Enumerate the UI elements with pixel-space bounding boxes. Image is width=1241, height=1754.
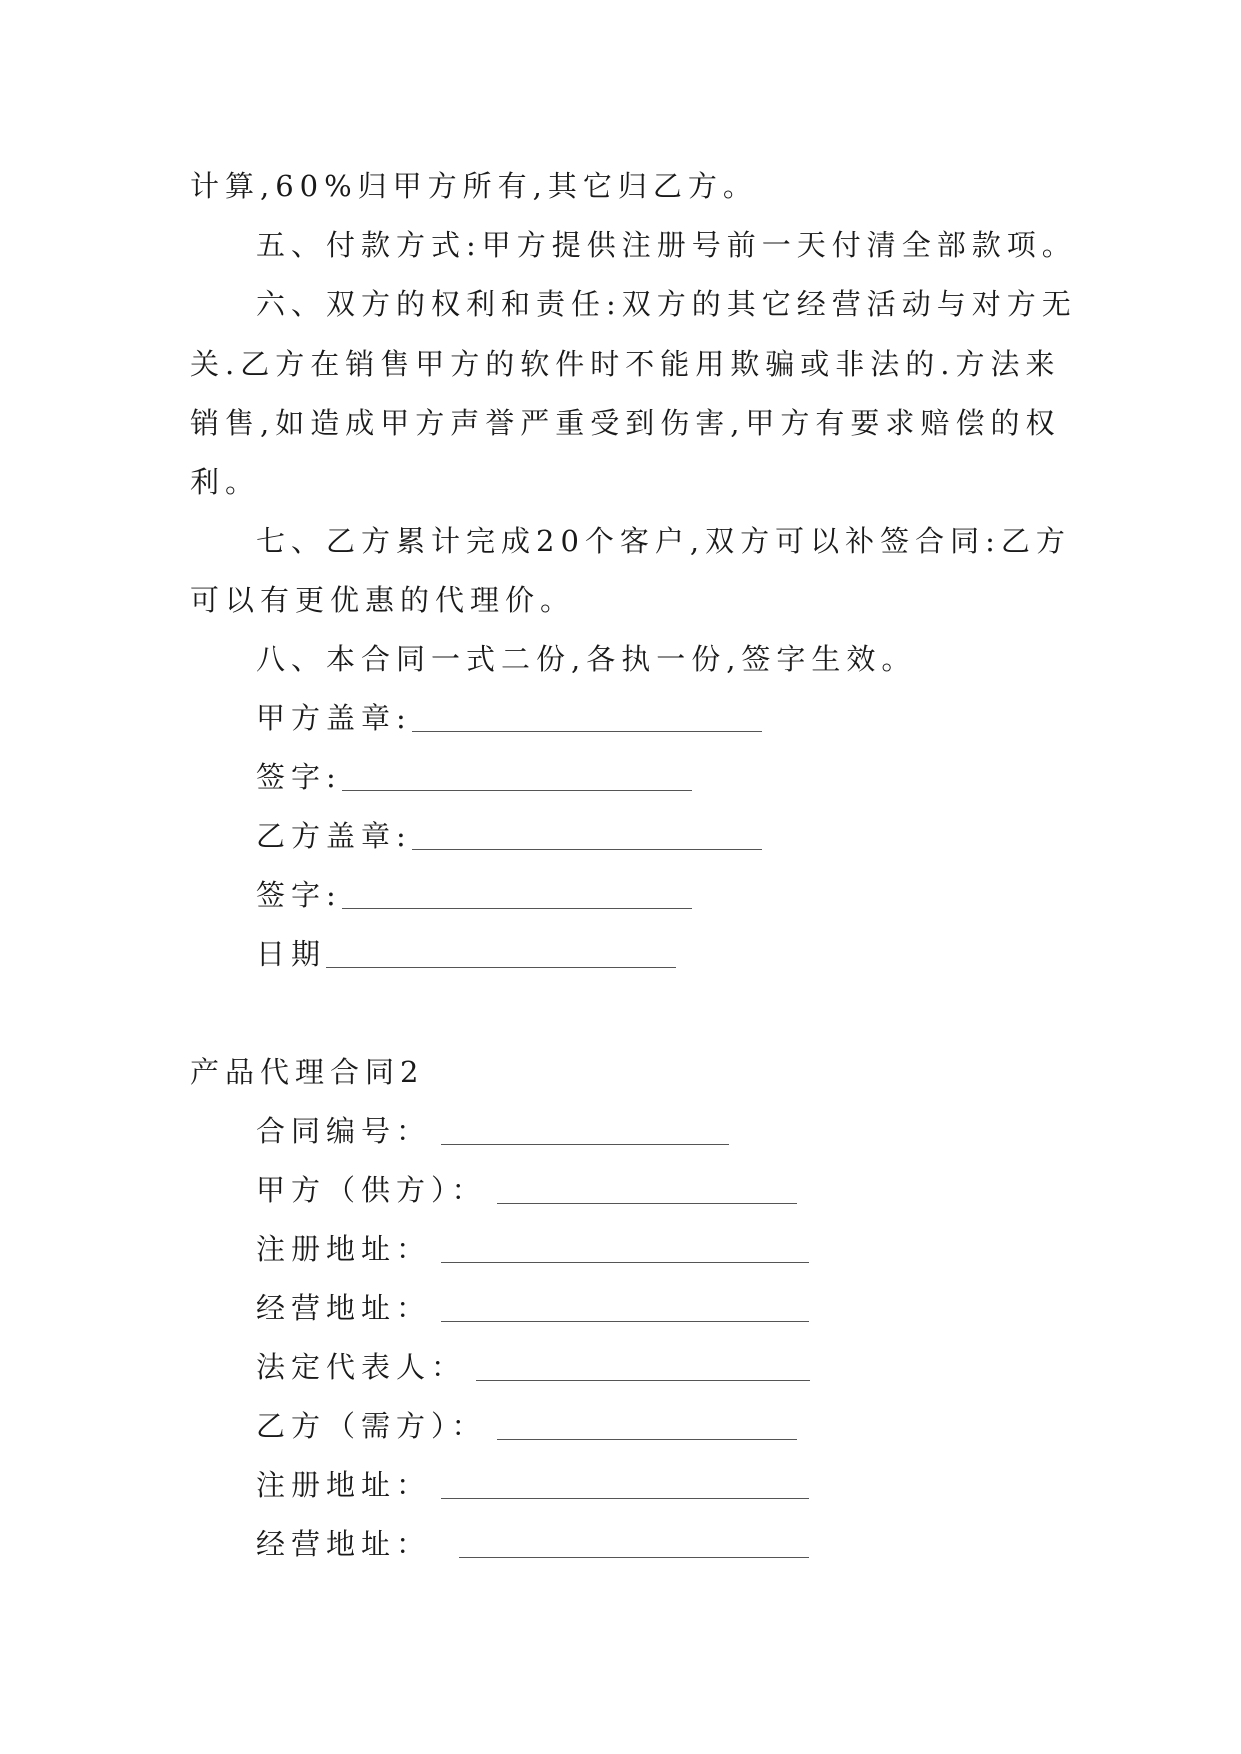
party-b-seal-label: 乙方盖章:	[256, 819, 412, 853]
party-b-buyer-blank	[497, 1439, 797, 1440]
clause-text-line: 利。	[190, 465, 261, 499]
party-b-business-address-field	[256, 1524, 809, 1564]
contract-number-field	[256, 1111, 729, 1151]
party-b-buyer-field	[256, 1406, 797, 1446]
date-field	[256, 934, 676, 974]
party-a-supplier-field	[256, 1170, 797, 1210]
party-a-registered-address-field	[256, 1229, 809, 1269]
party-b-business-address-blank	[459, 1557, 809, 1558]
clause-text-line: 计算,60%归甲方所有,其它归乙方。	[190, 169, 758, 203]
party-b-registered-address-blank	[441, 1498, 809, 1499]
clause-supplementary-contract: 七、乙方累计完成20个客户,双方可以补签合同:乙方	[256, 524, 1071, 558]
party-b-seal-field	[256, 816, 762, 856]
clause-text-line: 可以有更优惠的代理价。	[190, 583, 576, 617]
date-label: 日期	[256, 937, 327, 971]
clause-copies: 八、本合同一式二份,各执一份,签字生效。	[256, 642, 917, 676]
contract-2-title: 产品代理合同2	[190, 1055, 425, 1089]
clause-text-line: 关.乙方在销售甲方的软件时不能用欺骗或非法的.方法来	[190, 347, 1061, 381]
party-a-signature-field	[256, 757, 692, 797]
party-b-signature-field	[256, 875, 692, 915]
party-a-registered-address-label: 注册地址：	[256, 1232, 432, 1266]
party-a-signature-blank	[342, 790, 692, 791]
party-b-seal-blank	[412, 849, 762, 850]
contract-number-blank	[441, 1144, 729, 1145]
party-b-buyer-label: 乙方（需方）：	[256, 1409, 487, 1443]
party-a-supplier-label: 甲方（供方）：	[256, 1173, 487, 1207]
party-a-signature-label: 签字:	[256, 760, 342, 794]
party-b-signature-blank	[342, 908, 692, 909]
party-a-seal-field	[256, 698, 762, 738]
date-blank	[326, 967, 676, 968]
clause-text-line: 销售,如造成甲方声誉严重受到伤害,甲方有要求赔偿的权	[190, 406, 1061, 440]
legal-representative-field	[256, 1347, 810, 1387]
party-a-business-address-label: 经营地址：	[256, 1291, 432, 1325]
legal-representative-blank	[476, 1380, 810, 1381]
party-a-supplier-blank	[497, 1203, 797, 1204]
party-b-registered-address-field	[256, 1465, 809, 1505]
legal-representative-label: 法定代表人：	[256, 1350, 467, 1384]
party-a-business-address-blank	[441, 1321, 809, 1322]
clause-rights-responsibilities: 六、双方的权利和责任:双方的其它经营活动与对方无	[256, 287, 1077, 321]
party-a-business-address-field	[256, 1288, 809, 1328]
party-a-registered-address-blank	[441, 1262, 809, 1263]
party-b-registered-address-label: 注册地址：	[256, 1468, 432, 1502]
party-b-signature-label: 签字:	[256, 878, 342, 912]
party-b-business-address-label: 经营地址：	[256, 1527, 432, 1561]
contract-number-label: 合同编号：	[256, 1114, 432, 1148]
party-a-seal-label: 甲方盖章:	[256, 701, 412, 735]
clause-payment-method: 五、付款方式:甲方提供注册号前一天付清全部款项。	[256, 228, 1077, 262]
party-a-seal-blank	[412, 731, 762, 732]
